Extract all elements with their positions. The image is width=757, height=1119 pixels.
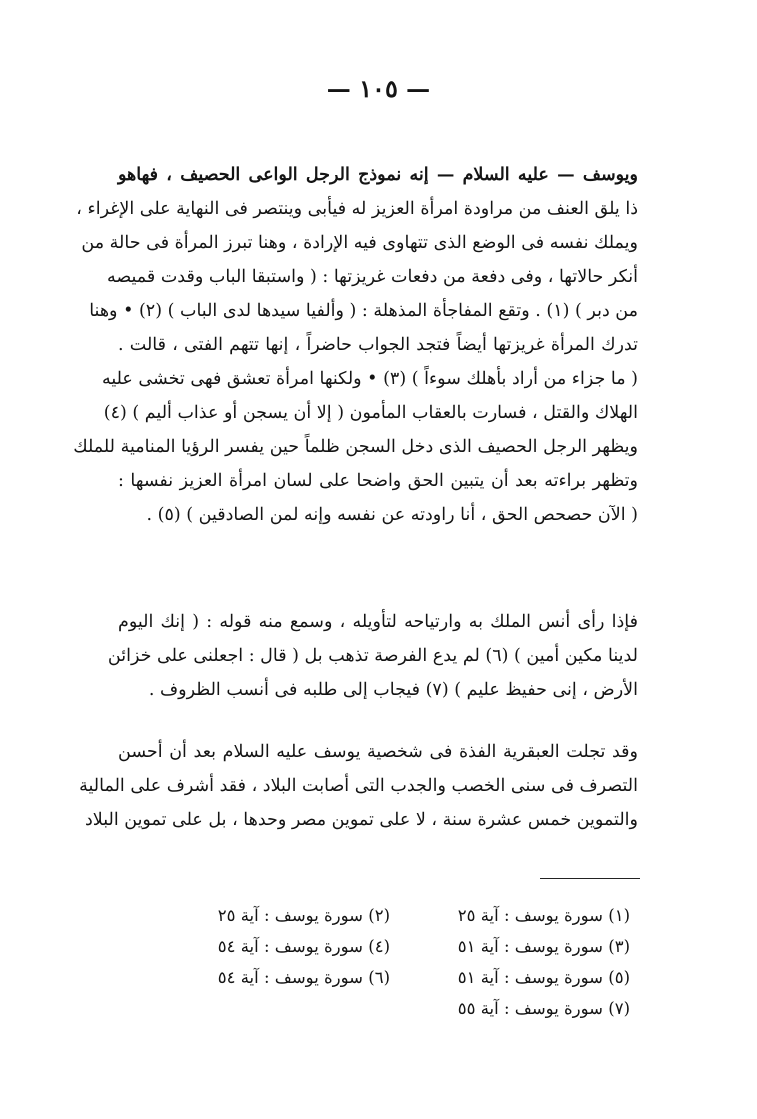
text-line: التصرف فى سنى الخصب والجدب التى أصابت البلاد ، فقد أشرف على المالية [79, 776, 638, 796]
footnote: (٦) سورة يوسف : آية ٥٤ [217, 968, 390, 987]
text-line: ذا يلق العنف من مراودة امرأة العزيز له فيأبى وينتصر فى النهاية على الإغراء ، [76, 199, 638, 219]
footnote: (١) سورة يوسف : آية ٢٥ [457, 906, 630, 925]
text-line: ويوسف — عليه السلام — إنه نموذج الرجل الواعى الحصيف ، فهاهو [118, 165, 638, 185]
text-line: فإذا رأى أنس الملك به وارتياحه لتأويله ، وسمع منه قوله : ( إنك اليوم [118, 612, 638, 632]
text-line: تدرك المرأة غريزتها أيضاً فتجد الجواب حاضراً ، إنها تتهم الفتى ، قالت . [118, 335, 638, 355]
footnote-row [150, 962, 630, 993]
text-line: وقد تجلت العبقرية الفذة فى شخصية يوسف عليه السلام بعد أن أحسن [118, 742, 638, 762]
footnote-row [150, 993, 630, 1024]
page-number: — ١٠٥ — [326, 74, 431, 103]
paragraph-1 [73, 158, 638, 532]
footnote: (٥) سورة يوسف : آية ٥١ [457, 968, 630, 987]
footnote-row [150, 931, 630, 962]
footnote-divider [540, 878, 640, 879]
footnote: (٣) سورة يوسف : آية ٥١ [457, 937, 630, 956]
text-line: والتموين خمس عشرة سنة ، لا على تموين مصر وحدها ، بل على تموين البلاد [84, 810, 638, 830]
footnote: (٧) سورة يوسف : آية ٥٥ [457, 999, 630, 1018]
text-line: ويملك نفسه فى الوضع الذى تتهاوى فيه الإرادة ، وهنا تبرز المرأة فى حالة من [81, 233, 638, 253]
text-line: وتظهر براءته بعد أن يتبين الحق واضحا على لسان امرأة العزيز نفسها : [118, 471, 638, 491]
text-line: من دبر ) (١) . وتقع المفاجأة المذهلة : ( وألفيا سيدها لدى الباب ) (٢) • وهنا [89, 301, 638, 321]
text-line: الأرض ، إنى حفيظ عليم ) (٧) فيجاب إلى طلبه فى أنسب الظروف . [148, 680, 638, 700]
text-line: ويظهر الرجل الحصيف الذى دخل السجن ظلماً حين يفسر الرؤيا المنامية للملك [73, 437, 638, 457]
paragraph-2 [107, 605, 638, 707]
paragraph-3 [79, 735, 638, 837]
text-line: أنكر حالاتها ، وفى دفعة من دفعات غريزتها : ( واستبقا الباب وقدت قميصه [106, 267, 638, 287]
footnote-row [150, 900, 630, 931]
footnotes [150, 900, 630, 1024]
text-line: ( الآن حصحص الحق ، أنا راودته عن نفسه وإنه لمن الصادقين ) (٥) . [146, 505, 638, 525]
footnote: (٢) سورة يوسف : آية ٢٥ [217, 906, 390, 925]
text-line: الهلاك والقتل ، فسارت بالعقاب المأمون ( إلا أن يسجن أو عذاب أليم ) (٤) [103, 403, 638, 423]
footnote: (٤) سورة يوسف : آية ٥٤ [217, 937, 390, 956]
text-line: ( ما جزاء من أراد بأهلك سوءاً ) (٣) • ولكنها امرأة تعشق فهى تخشى عليه [101, 369, 638, 389]
text-line: لدينا مكين أمين ) (٦) لم يدع الفرصة تذهب بل ( قال : اجعلنى على خزائن [107, 646, 638, 666]
